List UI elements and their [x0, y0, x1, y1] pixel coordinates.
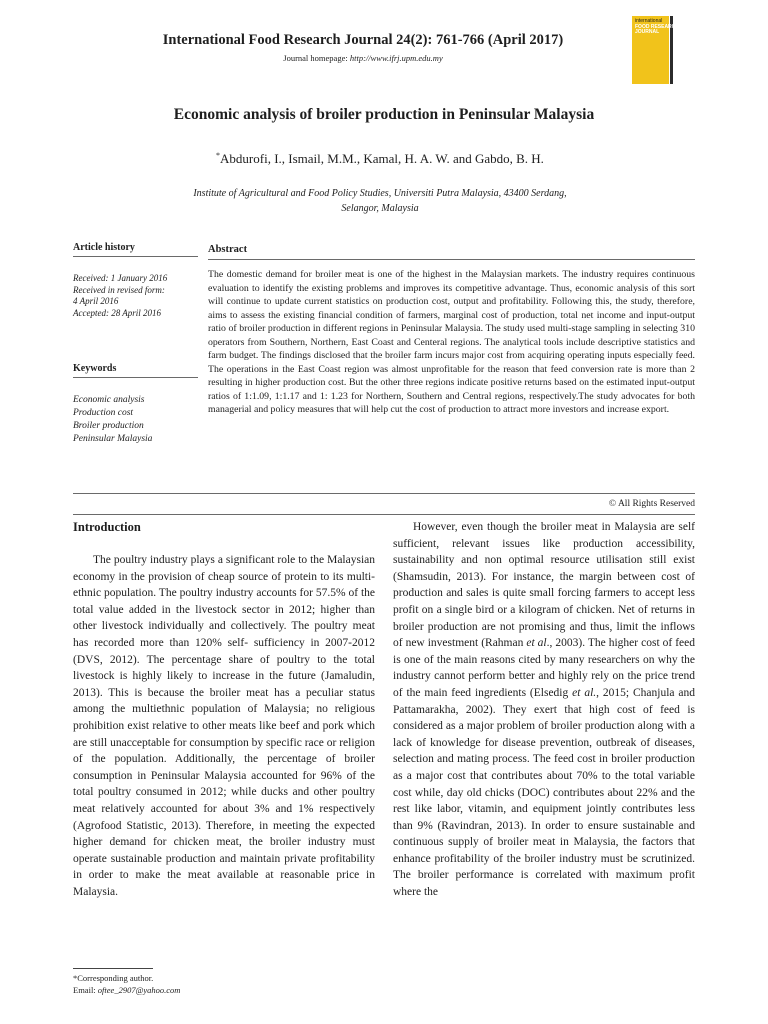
introduction-heading: Introduction: [73, 520, 141, 534]
logo-line-2: FOOD RESEARCH: [635, 23, 679, 30]
text-run: , 2015; Chanjula and Pattamarakha, 2002). They exert that high cost of feed is considered as a major problem of broiler production along with a lack of knowledge for disease prevention, outbreak of diseases, selection and mating process. The feed cost in broiler production as a major cost that contributes about 70% to the total variable cost while, day old chicks (DOC) contributes about 22% and the rest like labor, vitamin, and equipment jointly contributes less than 9% (Ravindran, 2013). In order to ensure sustainable and continuous supply of broiler meat in Malaysia, the factors that enhance profitability of the broiler industry must be scrutinized. The broiler performance is correlated with maximum profit where the: [393, 686, 695, 899]
abstract-text: The domestic demand for broiler meat is one of the highest in the Malaysian markets. The industry requires continuous evaluation to identify the existing problems and improves its competitive advantage. Thus, economic analysis of this sort will continue to update current statistics on production cost, output and profitability. Following this, the study, therefore, aims to assess the existing financial condition of farmers, marginal cost of production, total net income and input-output ratio of broiler production in different regions in Peninsular Malaysia. The study used multi-stage sampling in selecting 310 operators from Southern, Northern, East Coast and Centeral regions. The analytical tools include descriptive statistics and farm budget. The findings disclosed that the broiler farm incurs major cost from acquiring operating inputs especially feed. The operations in the East Coast region was almost unprofitable for the reason that feed conversion rate is more than 2 resulting in higher production cost. But the other three regions indicate positive returns based on the estimated input-output ratios of 1:1.09, 1:1.17 and 1: 1.23 for Northern, Southern and Central regions, respectively.The study advocates for both managerial and policy measures that will help cut the cost of production to attract more investors and increase export.: [208, 269, 695, 415]
abstract-section: [208, 244, 695, 417]
body-column-right: [393, 519, 695, 901]
keyword-item: Economic analysis: [73, 395, 145, 405]
corresponding-author-note: *Corresponding author.: [73, 973, 154, 983]
divider: [73, 493, 695, 494]
et-al-italic: et al: [526, 637, 547, 650]
email-address[interactable]: oftee_2907@yahoo.com: [97, 985, 181, 995]
footnote: [73, 972, 180, 996]
homepage-label: Journal homepage:: [283, 53, 350, 63]
introduction-paragraph: The poultry industry plays a significant role to the Malaysian economy in the provision of cheap source of protein to its multi-ethnic population. The poultry industry accounts for 57.5% of the total value added in the livestock sector in 2012; higher than other livestock individually and collectively. The poultry meat has recorded more than 120% self- sufficiency in 2007-2012 (DVS, 2012). The percentage share of poultry to the total livestock is highly likely to increase in the future (Jamaludin, 2013). This is because the broiler meat has a peculiar status among the multiethnic population of Malaysia; no religious prohibition exist relative to other meats like beef and pork which are still unacceptable for consumption by specific race or religion of the population. Additionally, the percentage of broiler consumption in Peninsular Malaysia accounted for 96% of the total poultry consumed in 2012; while ducks and other poultry meat relatively accounted for about 3% and 1% respectively (Agrofood Statistic, 2013). Therefore, in meeting the expected higher demand for chicken meat, the broiler industry must operate sustainable production and maintain private profitability in order to make the meat available at reasonable price in Malaysia.: [73, 554, 375, 898]
body-column-left: [73, 520, 375, 900]
et-al-italic: et al.: [572, 686, 597, 699]
affiliation-line-1: Institute of Agricultural and Food Policy Studies, Universiti Putra Malaysia, 43400 Serdang,: [193, 188, 567, 199]
journal-homepage: [0, 53, 726, 63]
keyword-item: Broiler production: [73, 421, 144, 431]
divider: [73, 514, 695, 515]
homepage-link[interactable]: http://www.ifrj.upm.edu.my: [349, 53, 443, 63]
paper-title: Economic analysis of broiler production in Peninsular Malaysia: [173, 106, 595, 123]
copyright-notice: © All Rights Reserved: [608, 499, 695, 509]
logo-line-1: international: [635, 18, 663, 24]
article-history-heading: Article history: [73, 242, 198, 257]
logo-line-3: JOURNAL: [635, 29, 660, 35]
body-paragraph: [393, 519, 695, 901]
text-run: ., 2003). The higher cost of feed is one of the main reasons cited by many researchers on why the industry cannot perform better and highly rely on the price trend of the main feed ingredients (Elsedig: [393, 637, 695, 699]
keywords-heading: Keywords: [73, 363, 198, 378]
affiliation-line-2: Selangor, Malaysia: [341, 203, 419, 214]
abstract-heading: Abstract: [208, 244, 695, 260]
article-sidebar: [73, 242, 198, 446]
email-label: Email:: [73, 985, 98, 995]
corresponding-mark: *: [216, 151, 221, 160]
keyword-item: Peninsular Malaysia: [73, 434, 153, 444]
authors: [0, 151, 760, 167]
footnote-rule: [73, 968, 153, 969]
history-line: Accepted: 28 April 2016: [73, 307, 162, 318]
logo-text: [635, 19, 679, 36]
email-line: [73, 984, 180, 996]
text-run: However, even though the broiler meat in Malaysia are self sufficient, relevant issues like production accessibility, sustainability and non optimal resource utilisation still exist (Shamsudin, 2013). For instance, the margin between cost of production and sales is quite small forcing farmers to accept less profit on a single bird or a kilogram of chicken. Net of returns in broiler production are not promising and thus, limit the inflows of new investment (Rahman: [393, 521, 695, 650]
affiliation: [130, 186, 630, 216]
history-line: Received: 1 January 2016: [73, 273, 168, 283]
author-list: Abdurofi, I., Ismail, M.M., Kamal, H. A. W. and Gabdo, B. H.: [220, 151, 544, 166]
journal-logo: [632, 16, 679, 84]
history-line: Received in revised form:: [73, 284, 165, 295]
journal-title: International Food Research Journal 24(2): 761-766 (April 2017): [162, 32, 564, 48]
keyword-item: Production cost: [73, 408, 134, 418]
history-line: 4 April 2016: [73, 296, 119, 306]
